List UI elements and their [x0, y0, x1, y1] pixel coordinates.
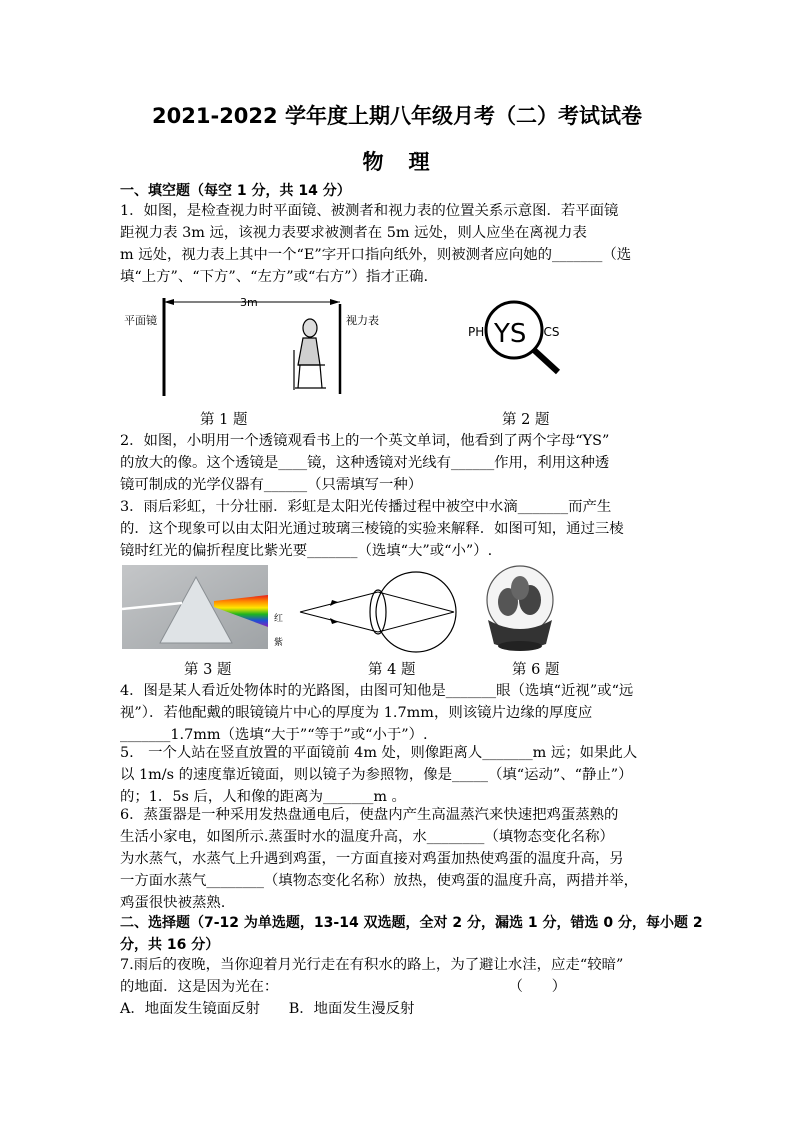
q7-line: 的地面．这是因为光在： （ ） [120, 979, 567, 995]
q5-line: 5. 一个人站在竖直放置的平面镜前 4m 处，则像距离人_______m 远；如果此人 [120, 745, 638, 761]
q6-line: 为水蒸气，水蒸气上升遇到鸡蛋，一方面直接对鸡蛋加热使鸡蛋的温度升高，另 [120, 851, 624, 867]
q3-line: 镜时红光的偏折程度比紫光要_______（选填“大”或“小”）. [120, 543, 493, 559]
chart-label: 视力表 [346, 314, 379, 327]
word-right: ICS [540, 325, 560, 339]
magnified-letters: YS [494, 319, 527, 349]
q2-line: 镜可制成的光学仪器有______（只需填写一种） [120, 477, 423, 493]
red-label: 红 [274, 614, 284, 624]
figure-2-magnifier [466, 298, 576, 378]
q1-line: 距视力表 3m 远，该视力表要求被测者在 5m 远处，则人应坐在离视力表 [120, 225, 587, 241]
q5-line: 以 1m/s 的速度靠近镜面，则以镜子为参照物，像是_____（填“运动”、“静止”） [120, 767, 633, 783]
q6-line: 一方面水蒸气________（填物态变化名称）放热，使鸡蛋的温度升高，两措并举， [120, 873, 639, 889]
eye-lens-icon [370, 590, 386, 634]
q6-line: 6．蒸蛋器是一种采用发热盘通电后，使盘内产生高温蒸汽来快速把鸡蛋蒸熟的 [120, 807, 619, 823]
q1-line: m 远处，视力表上其中一个“E”字开口指向纸外，则被测者应向她的_______（选 [120, 247, 632, 263]
distance-label: 3m [240, 296, 258, 309]
q1-line: 填“上方”、“下方”、“左方”或“右方”）指才正确. [120, 269, 429, 285]
q2-line: 的放大的像。这个透镜是____镜，这种透镜对光线有______作用，利用这种透 [120, 455, 610, 471]
purple-label: 紫 [274, 638, 284, 648]
exam-title: 2021-2022 学年度上期八年级月考（二）考试试卷 [152, 104, 642, 128]
figure-4-eye-diagram [298, 568, 458, 658]
magnifier-handle-icon [534, 350, 558, 372]
word-left: PH [468, 325, 485, 339]
figure-2-caption: 第 2 题 [502, 412, 550, 428]
section2-heading-cont: 分，共 16 分） [120, 937, 220, 953]
egg-icon [511, 576, 529, 600]
q2-line: 2．如图，小明用一个透镜观看书上的一个英文单词，他看到了两个字母“YS” [120, 433, 610, 449]
q6-line: 鸡蛋很快被蒸熟. [120, 895, 226, 911]
mirror-label: 平面镜 [124, 314, 157, 327]
q7-options: A．地面发生镜面反射 B．地面发生漫反射 [120, 1001, 415, 1017]
figure-3-caption: 第 3 题 [184, 662, 232, 678]
figure-6-caption: 第 6 题 [512, 662, 560, 678]
q7-line: 7.雨后的夜晚，当你迎着月光行走在有积水的路上，为了避让水洼，应走“较暗” [120, 957, 624, 973]
q6-line: 生活小家电，如图所示.蒸蛋时水的温度升高，水________（填物态变化名称） [120, 829, 614, 845]
subject-title: 物 理 [362, 150, 432, 174]
q3-line: 3．雨后彩虹，十分壮丽．彩虹是太阳光传播过程中被空中水滴_______而产生 [120, 499, 612, 515]
figure-1-diagram [120, 290, 390, 398]
q4-line: _______1.7mm（选填“大于”“等于”或“小于”）. [120, 727, 428, 743]
q5-line: 的；1．5s 后，人和像的距离为_______m 。 [120, 789, 406, 805]
q4-line: 视”）．若他配戴的眼镜镜片中心的厚度为 1.7mm，则该镜片边缘的厚度应 [120, 705, 593, 721]
figure-3-prism [122, 565, 290, 653]
figure-6-egg-steamer [480, 558, 560, 658]
figure-4-caption: 第 4 题 [368, 662, 416, 678]
q4-line: 4．图是某人看近处物体时的光路图，由图可知他是_______眼（选填“近视”或“远 [120, 683, 634, 699]
q3-line: 的．这个现象可以由太阳光通过玻璃三棱镜的实验来解释．如图可知，通过三棱 [120, 521, 624, 537]
section1-heading: 一、填空题（每空 1 分，共 14 分） [120, 183, 351, 199]
figure-1-caption: 第 1 题 [200, 412, 248, 428]
eyeball-icon [376, 572, 456, 652]
q1-line: 1．如图，是检查视力时平面镜、被测者和视力表的位置关系示意图．若平面镜 [120, 203, 619, 219]
section2-heading: 二、选择题（7-12 为单选题，13-14 双选题，全对 2 分，漏选 1 分，错选 0 分，每小题 2 [120, 915, 703, 931]
